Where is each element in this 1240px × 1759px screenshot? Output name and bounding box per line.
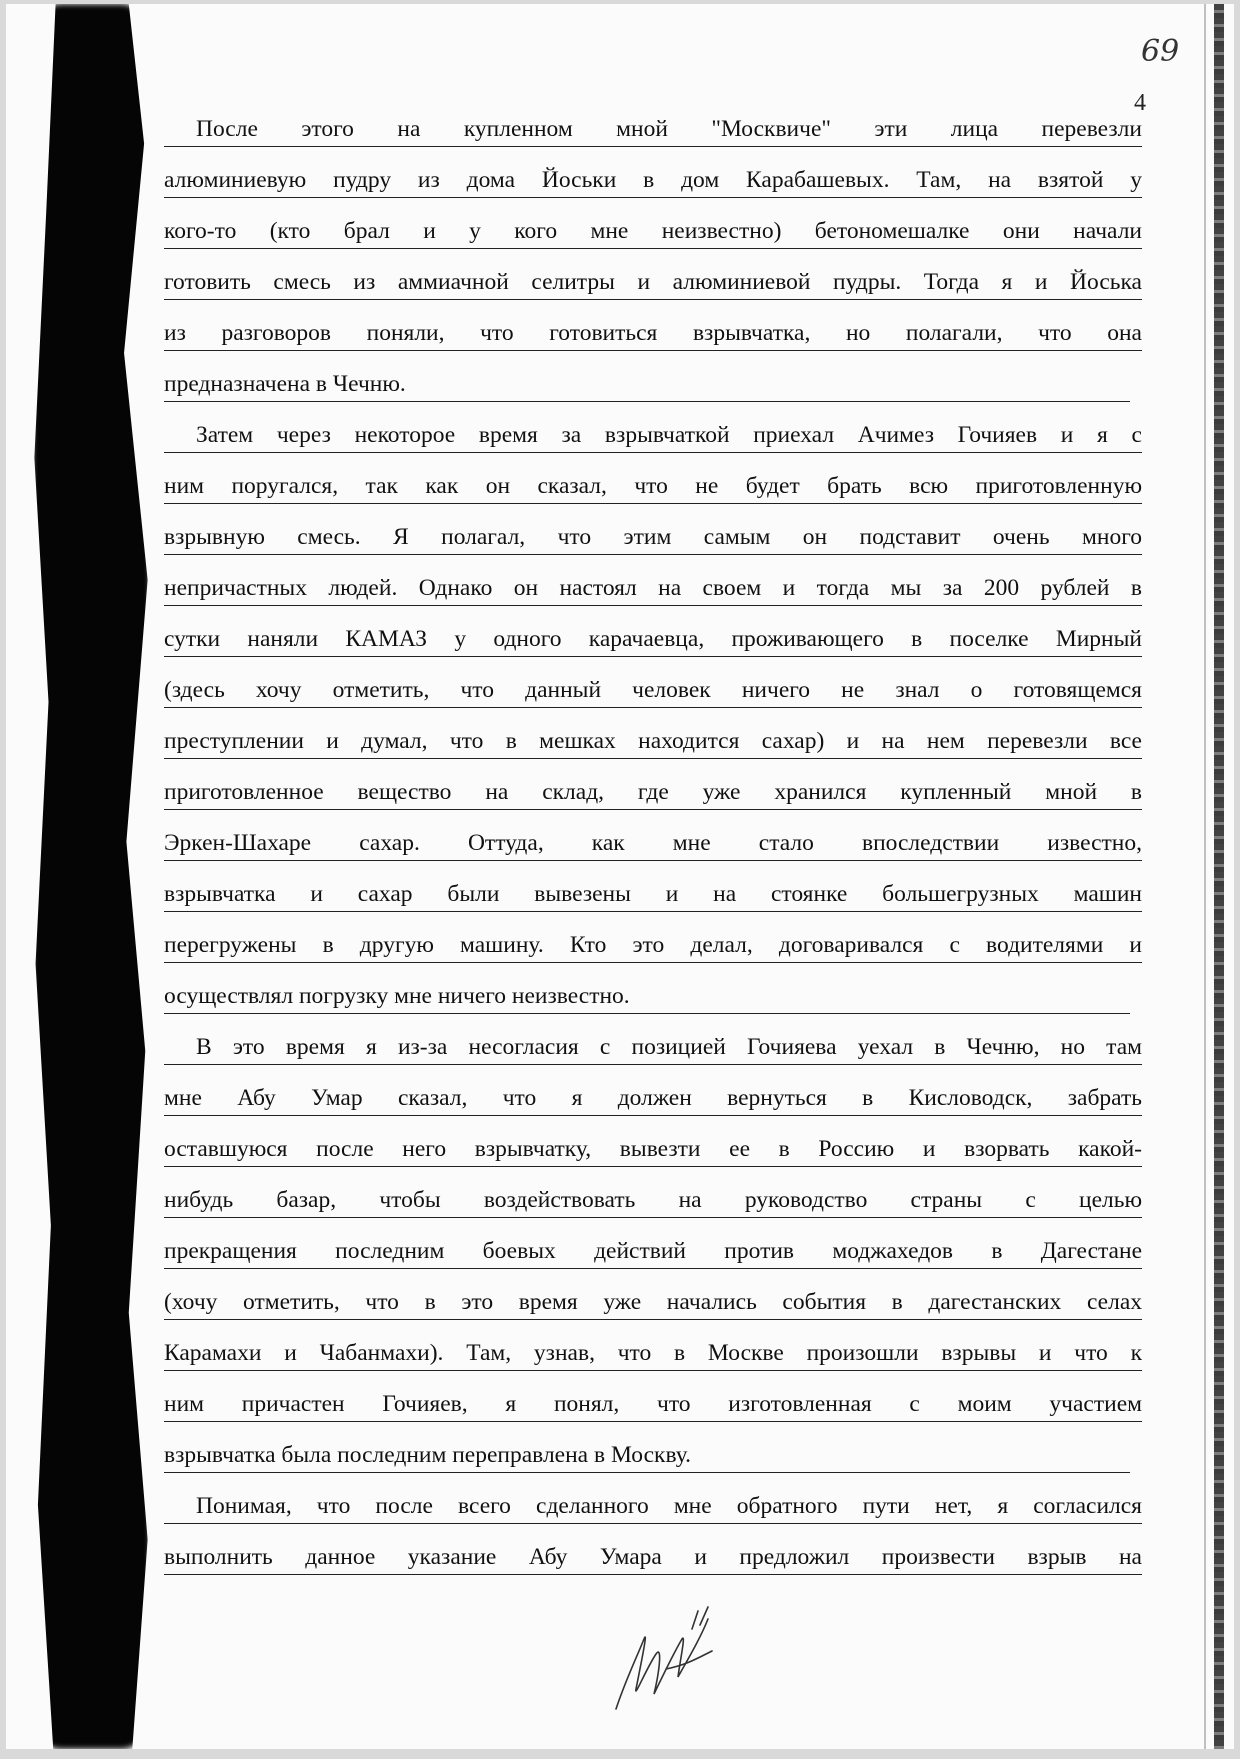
page-number: 4	[1134, 90, 1146, 116]
text-line: Понимая, что после всего сделанного мне обратного пути нет, я согласился	[164, 1489, 1142, 1524]
text-line: После этого на купленном мной "Москвиче" эти лица перевезли	[164, 112, 1142, 147]
text-line: (здесь хочу отметить, что данный человек ничего не знал о готовящемся	[164, 673, 1142, 708]
text-line: взрывчатка была последним переправлена в Москву.	[164, 1438, 1130, 1473]
text-line: Затем через некоторое время за взрывчаткой приехал Ачимез Гочияев и я с	[164, 418, 1142, 453]
text-line: прекращения последним боевых действий против моджахедов в Дагестане	[164, 1234, 1142, 1269]
text-line: кого-то (кто брал и у кого мне неизвестно) бетономешалке они начали	[164, 214, 1142, 249]
text-line: готовить смесь из аммиачной селитры и алюминиевой пудры. Тогда я и Йоська	[164, 265, 1142, 300]
text-line: осуществлял погрузку мне ничего неизвестно.	[164, 979, 1130, 1014]
text-line: Карамахи и Чабанмахи). Там, узнав, что в Москве произошли взрывы и что к	[164, 1336, 1142, 1371]
text-line: перегружены в другую машину. Кто это делал, договаривался с водителями и	[164, 928, 1142, 963]
document-body	[164, 112, 1142, 1591]
binding-edge-line	[1204, 4, 1206, 1749]
document-page	[6, 4, 1234, 1749]
text-line: преступлении и думал, что в мешках находится сахар) и на нем перевезли все	[164, 724, 1142, 759]
text-line: непричастных людей. Однако он настоял на своем и тогда мы за 200 рублей в	[164, 571, 1142, 606]
text-line: ним поругался, так как он сказал, что не будет брать всю приготовленную	[164, 469, 1142, 504]
text-line: выполнить данное указание Абу Умара и предложил произвести взрыв на	[164, 1540, 1142, 1575]
text-line: взрывную смесь. Я полагал, что этим самым он подставит очень много	[164, 520, 1142, 555]
text-line: предназначена в Чечню.	[164, 367, 1130, 402]
text-line: сутки наняли КАМАЗ у одного карачаевца, проживающего в поселке Мирный	[164, 622, 1142, 657]
text-line: из разговоров поняли, что готовиться взрывчатка, но полагали, что она	[164, 316, 1142, 351]
text-line: алюминиевую пудру из дома Йоськи в дом Карабашевых. Там, на взятой у	[164, 163, 1142, 198]
text-line: (хочу отметить, что в это время уже начались события в дагестанских селах	[164, 1285, 1142, 1320]
text-line: мне Абу Умар сказал, что я должен вернуться в Кисловодск, забрать	[164, 1081, 1142, 1116]
handwritten-sheet-number: 69	[1141, 34, 1180, 69]
redaction-strip	[32, 4, 150, 1749]
text-line: Эркен-Шахаре сахар. Оттуда, как мне стало впоследствии известно,	[164, 826, 1142, 861]
binding-edge	[1214, 4, 1224, 1749]
signature	[596, 1599, 736, 1719]
text-line: нибудь базар, чтобы воздействовать на руководство страны с целью	[164, 1183, 1142, 1218]
text-line: взрывчатка и сахар были вывезены и на стоянке большегрузных машин	[164, 877, 1142, 912]
text-line: ним причастен Гочияев, я понял, что изготовленная с моим участием	[164, 1387, 1142, 1422]
text-line: приготовленное вещество на склад, где уже хранился купленный мной в	[164, 775, 1142, 810]
text-line: В это время я из-за несогласия с позицией Гочияева уехал в Чечню, но там	[164, 1030, 1142, 1065]
text-line: оставшуюся после него взрывчатку, вывезти ее в Россию и взорвать какой-	[164, 1132, 1142, 1167]
